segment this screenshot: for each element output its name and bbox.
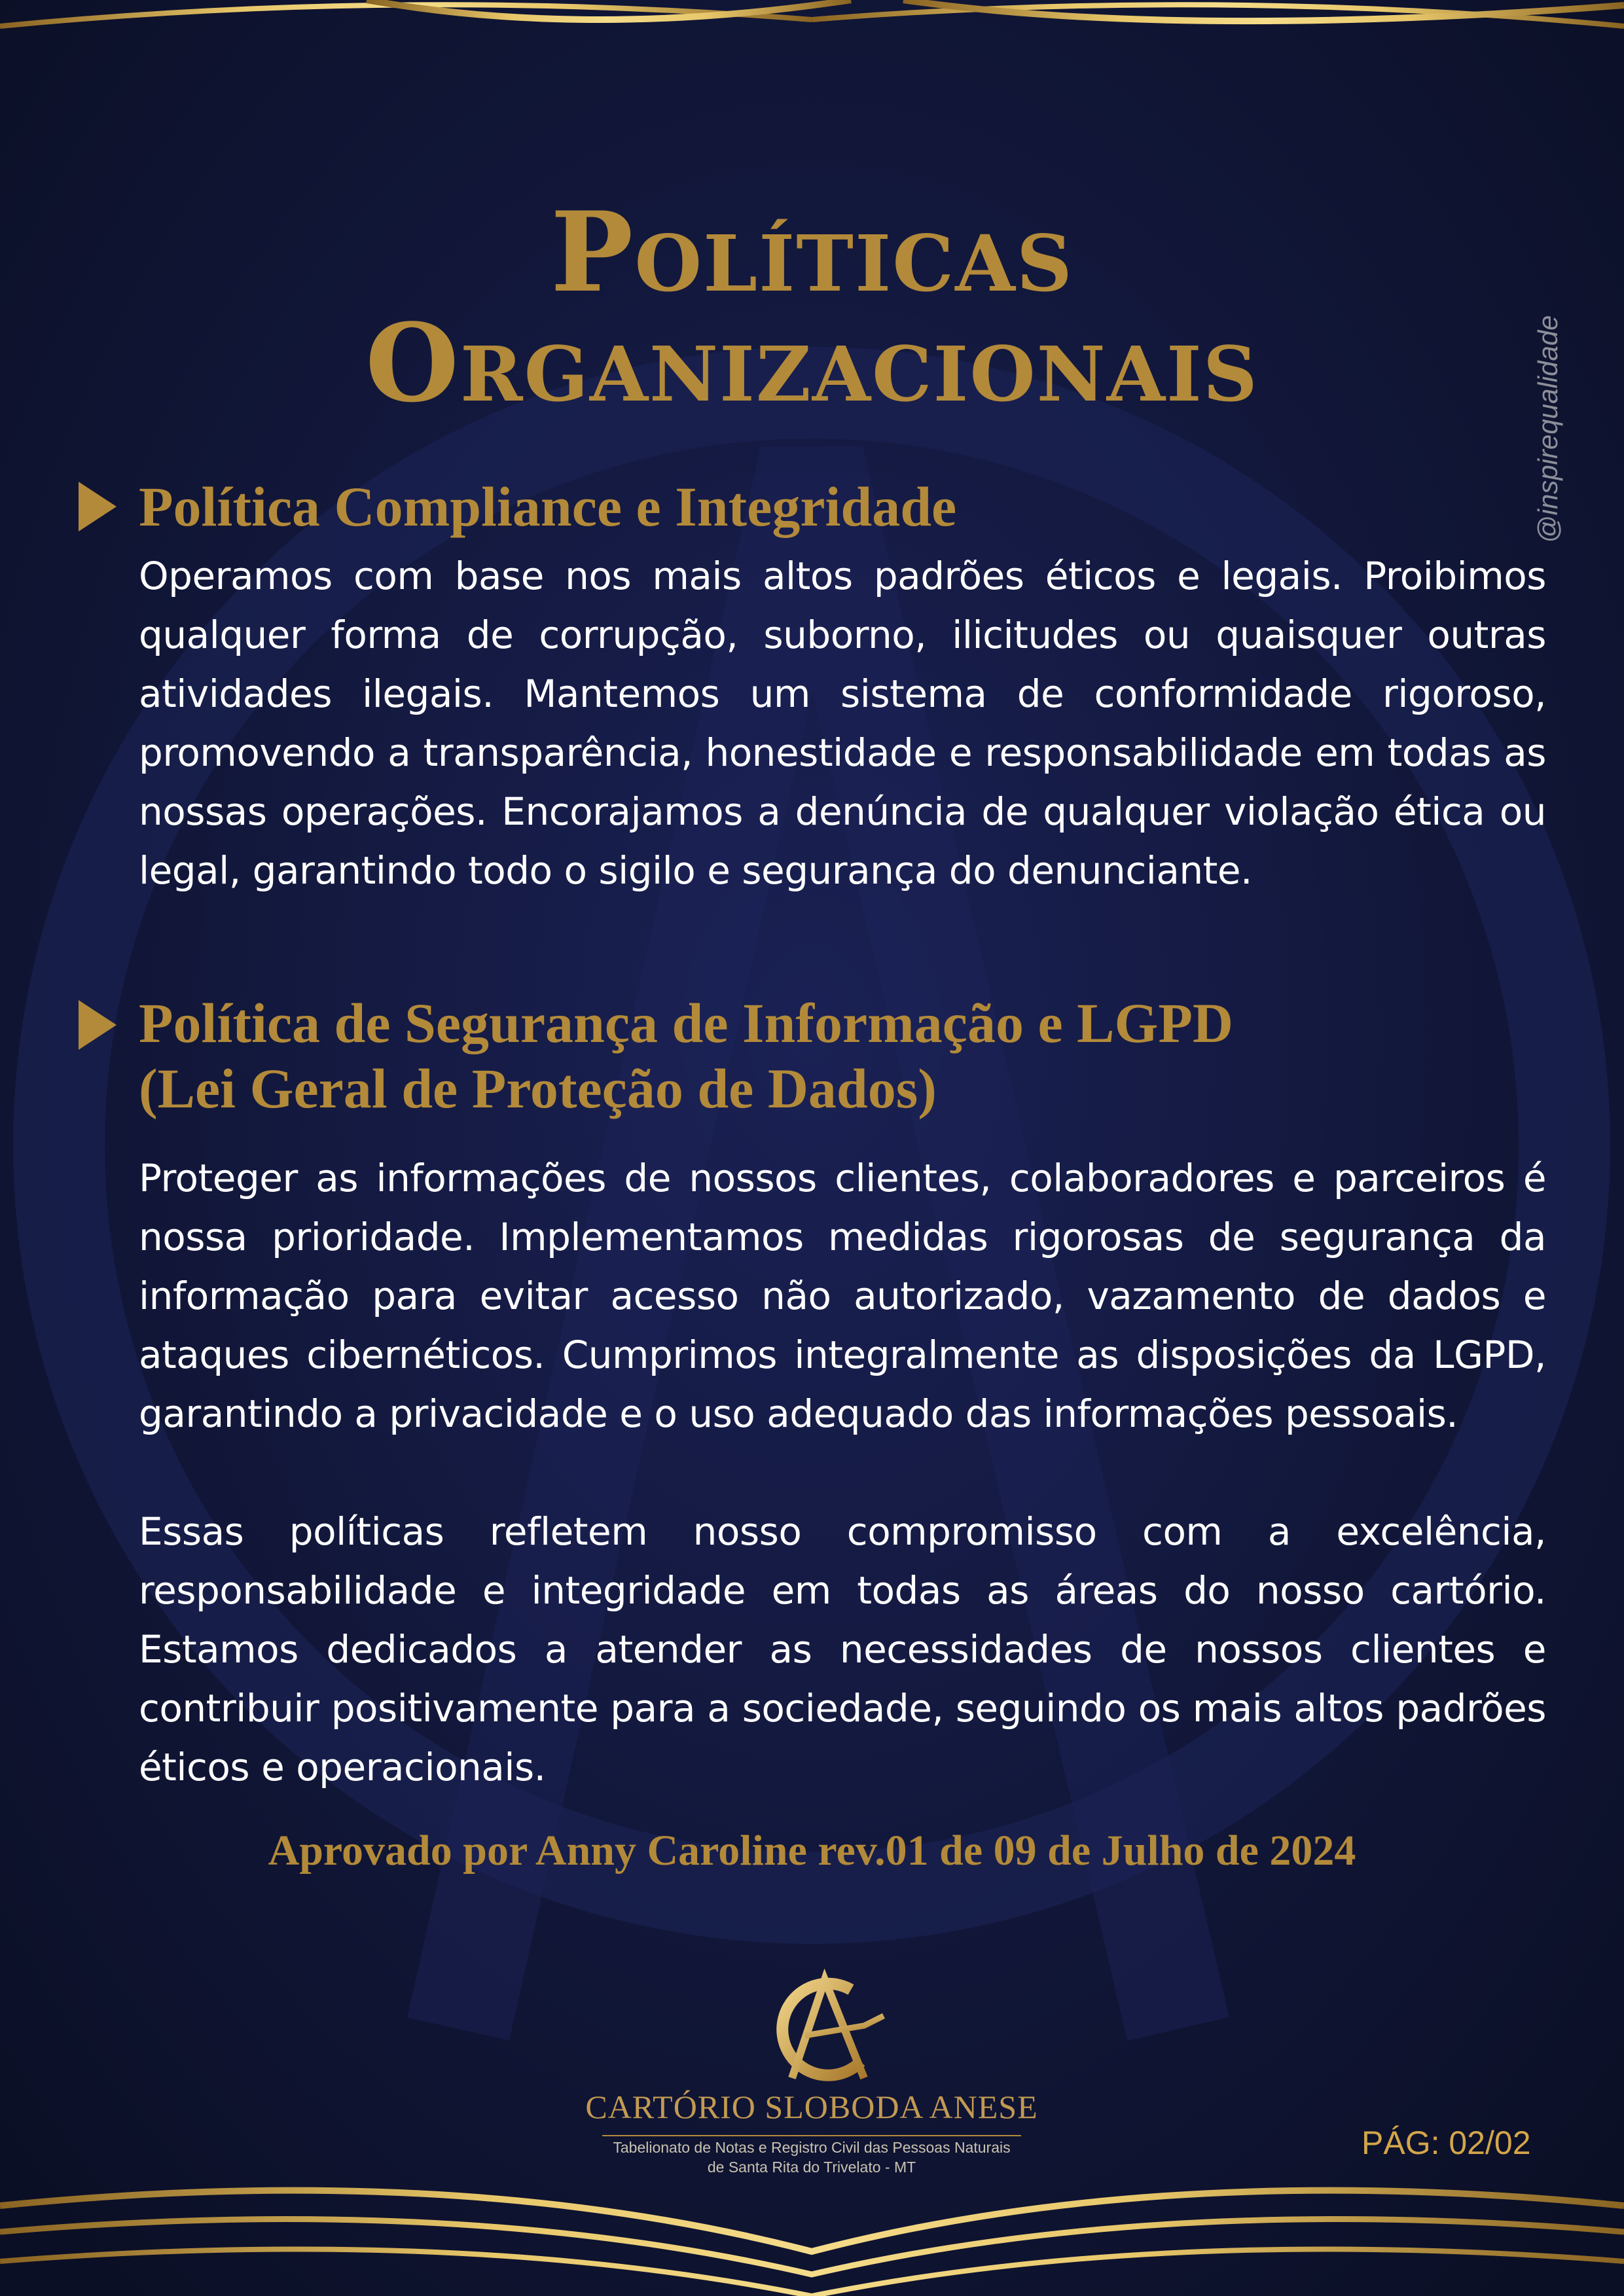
closing-paragraph: Essas políticas refletem nosso compromisso com a excelência, responsabilidade e integridade em todas as áreas do nosso cartório. Estamos dedicados a atender as necessidades de nossos clientes e contribuir positivamente para a sociedade, seguindo os mais altos padrões éticos e operacionais.: [139, 1509, 1546, 1789]
page-number: PÁG: 02/02: [1362, 2125, 1531, 2161]
logo-name: CARTÓRIO SLOBODA ANESE: [585, 2089, 1038, 2125]
section-paragraph-compliance: Operamos com base nos mais altos padrões éticos e legais. Proibimos qualquer forma de corrupção, suborno, ilicitudes ou quaisquer outras atividades ilegais. Mantemos um sistema de conformidade rigoroso, promovendo a transparência, honestidade e responsabilidade em todas as nossas operações. Encorajamos a denúncia de qualquer violação ética ou legal, garantindo todo o sigilo e segurança do denunciante.: [139, 554, 1546, 893]
page-title: [0, 187, 1624, 427]
logo-divider: [602, 2135, 1021, 2136]
ca-monogram-icon: [484, 1964, 1139, 2088]
section-heading-subtext: (Lei Geral de Proteção de Dados): [139, 1057, 937, 1120]
logo-subtitle-line1: Tabelionato de Notas e Registro Civil das Pessoas Naturais: [613, 2139, 1011, 2156]
section-heading-compliance: [139, 474, 1546, 539]
section-arrow-icon: [79, 482, 117, 531]
section-heading-text: Política de Segurança de Informação e LGPD: [139, 992, 1234, 1054]
section-heading-lgpd: [139, 990, 1546, 1121]
page-title-line2: Organizacionais: [365, 300, 1259, 427]
watermark-handle: @inspirequalidade: [1532, 315, 1563, 543]
section-paragraph-lgpd: Proteger as informações de nossos clientes, colaboradores e parceiros é nossa prioridade. Implementamos medidas rigorosas de segurança da informação para evitar acesso não autorizado, vazamento de dados e ataques cibernéticos. Cumprimos integralmente as disposições da LGPD, garantindo a privacidade e o uso adequado das informações pessoais.: [139, 1156, 1546, 1436]
logo-subtitle-line2: de Santa Rita do Trivelato - MT: [707, 2159, 916, 2176]
section-arrow-icon: [79, 1000, 117, 1050]
approval-line: Aprovado por Anny Caroline rev.01 de 09 de Julho de 2024: [268, 1827, 1356, 1874]
section-heading-text: Política Compliance e Integridade: [139, 475, 957, 538]
company-logo: [484, 1964, 1139, 2176]
page-title-line1: Políticas: [550, 187, 1074, 317]
